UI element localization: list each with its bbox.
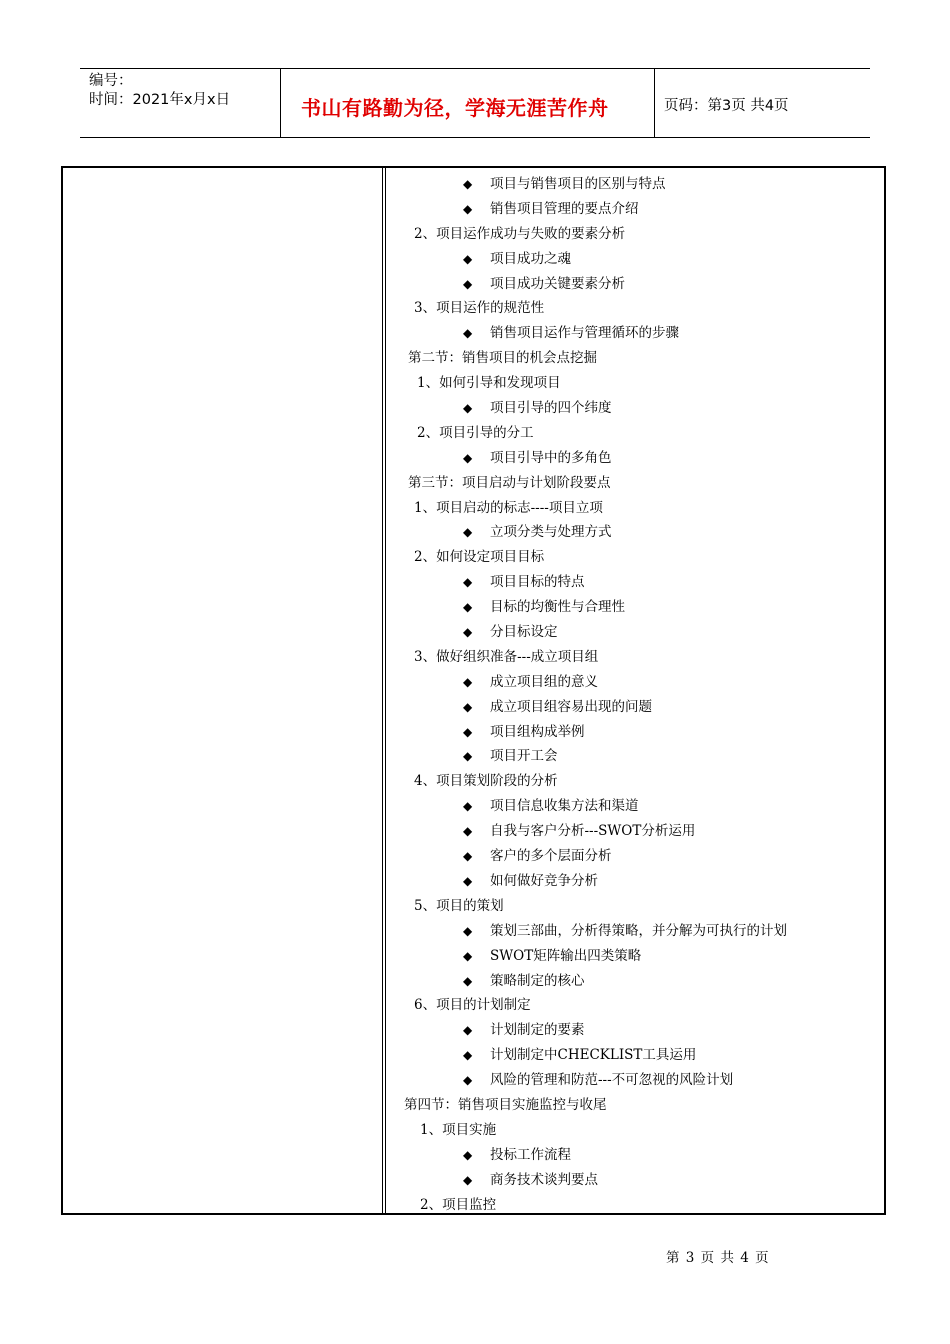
line-text: SWOT矩阵输出四类策略 — [490, 947, 642, 964]
bullet-item — [388, 321, 883, 346]
bullet-item — [388, 396, 883, 421]
diamond-bullet-icon: ◆ — [463, 1048, 473, 1063]
bullet-item — [388, 944, 883, 969]
diamond-bullet-icon: ◆ — [463, 276, 473, 291]
header-meta-cell — [80, 69, 280, 137]
line-text: 2、项目引导的分工 — [417, 424, 534, 441]
column-divider — [385, 168, 386, 1213]
bullet-item — [388, 695, 883, 720]
line-text: 计划制定的要素 — [490, 1022, 585, 1039]
subsection-heading — [388, 1193, 883, 1218]
section-heading — [388, 471, 883, 496]
bullet-item — [388, 1018, 883, 1043]
line-text: 项目引导中的多角色 — [490, 449, 612, 466]
diamond-bullet-icon: ◆ — [463, 525, 473, 540]
line-text: 第四节：销售项目实施监控与收尾 — [404, 1096, 607, 1113]
bullet-item — [388, 869, 883, 894]
line-text: 目标的均衡性与合理性 — [490, 599, 625, 616]
line-text: 第二节：销售项目的机会点挖掘 — [408, 350, 597, 367]
line-text: 自我与客户分析---SWOT分析运用 — [490, 823, 696, 840]
diamond-bullet-icon: ◆ — [463, 450, 473, 465]
page-header — [80, 68, 870, 138]
line-text: 2、项目监控 — [420, 1196, 497, 1213]
line-text: 6、项目的计划制定 — [414, 997, 531, 1014]
bullet-item — [388, 272, 883, 297]
line-text: 立项分类与处理方式 — [490, 524, 612, 541]
line-text: 2、如何设定项目目标 — [414, 549, 545, 566]
header-motto-cell — [280, 69, 655, 137]
line-text: 3、做好组织准备---成立项目组 — [414, 648, 599, 665]
subsection-heading — [388, 296, 883, 321]
line-text: 1、项目实施 — [420, 1121, 497, 1138]
line-text: 项目成功之魂 — [490, 250, 571, 267]
line-text: 项目成功关键要素分析 — [490, 275, 625, 292]
diamond-bullet-icon: ◆ — [463, 973, 473, 988]
header-page-cell — [655, 69, 870, 137]
diamond-bullet-icon: ◆ — [463, 948, 473, 963]
diamond-bullet-icon: ◆ — [463, 749, 473, 764]
diamond-bullet-icon: ◆ — [463, 600, 473, 615]
bullet-item — [388, 1068, 883, 1093]
bullet-item — [388, 595, 883, 620]
bullet-item — [388, 819, 883, 844]
line-text: 项目目标的特点 — [490, 574, 585, 591]
bullet-item — [388, 197, 883, 222]
diamond-bullet-icon: ◆ — [463, 1073, 473, 1088]
diamond-bullet-icon: ◆ — [463, 674, 473, 689]
line-text: 分目标设定 — [490, 624, 558, 641]
diamond-bullet-icon: ◆ — [463, 724, 473, 739]
subsection-heading — [388, 496, 883, 521]
line-text: 成立项目组的意义 — [490, 673, 598, 690]
diamond-bullet-icon: ◆ — [463, 873, 473, 888]
line-text: 如何做好竞争分析 — [490, 872, 598, 889]
diamond-bullet-icon: ◆ — [463, 401, 473, 416]
line-text: 1、如何引导和发现项目 — [417, 375, 561, 392]
line-text: 项目组构成举例 — [490, 723, 585, 740]
line-text: 策略制定的核心 — [490, 972, 585, 989]
subsection-heading — [388, 371, 883, 396]
line-text: 投标工作流程 — [490, 1146, 571, 1163]
subsection-heading — [388, 545, 883, 570]
diamond-bullet-icon: ◆ — [463, 799, 473, 814]
subsection-heading — [388, 645, 883, 670]
bullet-item — [388, 794, 883, 819]
diamond-bullet-icon: ◆ — [463, 849, 473, 864]
bullet-item — [388, 1043, 883, 1068]
diamond-bullet-icon: ◆ — [463, 625, 473, 640]
subsection-heading — [388, 769, 883, 794]
diamond-bullet-icon: ◆ — [463, 824, 473, 839]
line-text: 2、项目运作成功与失败的要素分析 — [414, 225, 626, 242]
bullet-item — [388, 969, 883, 994]
line-text: 项目信息收集方法和渠道 — [490, 798, 639, 815]
line-text: 计划制定中CHECKLIST工具运用 — [490, 1047, 697, 1064]
line-text: 商务技术谈判要点 — [490, 1171, 598, 1188]
bullet-item — [388, 1143, 883, 1168]
line-text: 项目引导的四个纬度 — [490, 400, 612, 417]
diamond-bullet-icon: ◆ — [463, 326, 473, 341]
subsection-heading — [388, 222, 883, 247]
serial-label: 编号： — [89, 73, 133, 89]
subsection-heading — [388, 993, 883, 1018]
motto: 书山有路勤为径，学海无涯苦作舟 — [301, 96, 609, 120]
line-text: 策划三部曲，分析得策略，并分解为可执行的计划 — [490, 922, 787, 939]
line-text: 1、项目启动的标志----项目立项 — [414, 499, 603, 516]
diamond-bullet-icon: ◆ — [463, 699, 473, 714]
diamond-bullet-icon: ◆ — [463, 201, 473, 216]
diamond-bullet-icon: ◆ — [463, 177, 473, 191]
left-column — [63, 168, 383, 1213]
line-text: 4、项目策划阶段的分析 — [414, 773, 558, 790]
bullet-item — [388, 1168, 883, 1193]
bullet-item — [388, 172, 883, 197]
diamond-bullet-icon: ◆ — [463, 251, 473, 266]
bullet-item — [388, 720, 883, 745]
outline-content — [388, 172, 883, 1217]
diamond-bullet-icon: ◆ — [463, 1023, 473, 1038]
line-text: 风险的管理和防范---不可忽视的风险计划 — [490, 1072, 734, 1089]
diamond-bullet-icon: ◆ — [463, 1172, 473, 1187]
subsection-heading — [388, 894, 883, 919]
section-heading — [388, 1093, 883, 1118]
subsection-heading — [388, 1118, 883, 1143]
bullet-item — [388, 620, 883, 645]
time-label: 时间：2021年x月x日 — [89, 92, 231, 108]
diamond-bullet-icon: ◆ — [463, 923, 473, 938]
bullet-item — [388, 247, 883, 272]
line-text: 3、项目运作的规范性 — [414, 300, 545, 317]
bullet-item — [388, 844, 883, 869]
section-heading — [388, 346, 883, 371]
diamond-bullet-icon: ◆ — [463, 575, 473, 590]
page-footer: 第 3 页 共 4 页 — [666, 1250, 770, 1266]
line-text: 项目与销售项目的区别与特点 — [490, 176, 666, 192]
line-text: 项目开工会 — [490, 748, 558, 765]
bullet-item — [388, 919, 883, 944]
line-text: 成立项目组容易出现的问题 — [490, 698, 652, 715]
line-text: 销售项目管理的要点介绍 — [490, 200, 639, 217]
bullet-item — [388, 520, 883, 545]
line-text: 销售项目运作与管理循环的步骤 — [490, 325, 679, 342]
bullet-item — [388, 446, 883, 471]
page-info: 页码：第3页 共4页 — [664, 98, 789, 114]
line-text: 客户的多个层面分析 — [490, 848, 612, 865]
line-text: 第三节：项目启动与计划阶段要点 — [408, 474, 611, 491]
outline-table — [61, 166, 886, 1215]
line-text: 5、项目的策划 — [414, 897, 504, 914]
bullet-item — [388, 570, 883, 595]
subsection-heading — [388, 421, 883, 446]
diamond-bullet-icon: ◆ — [463, 1147, 473, 1162]
bullet-item — [388, 744, 883, 769]
bullet-item — [388, 670, 883, 695]
